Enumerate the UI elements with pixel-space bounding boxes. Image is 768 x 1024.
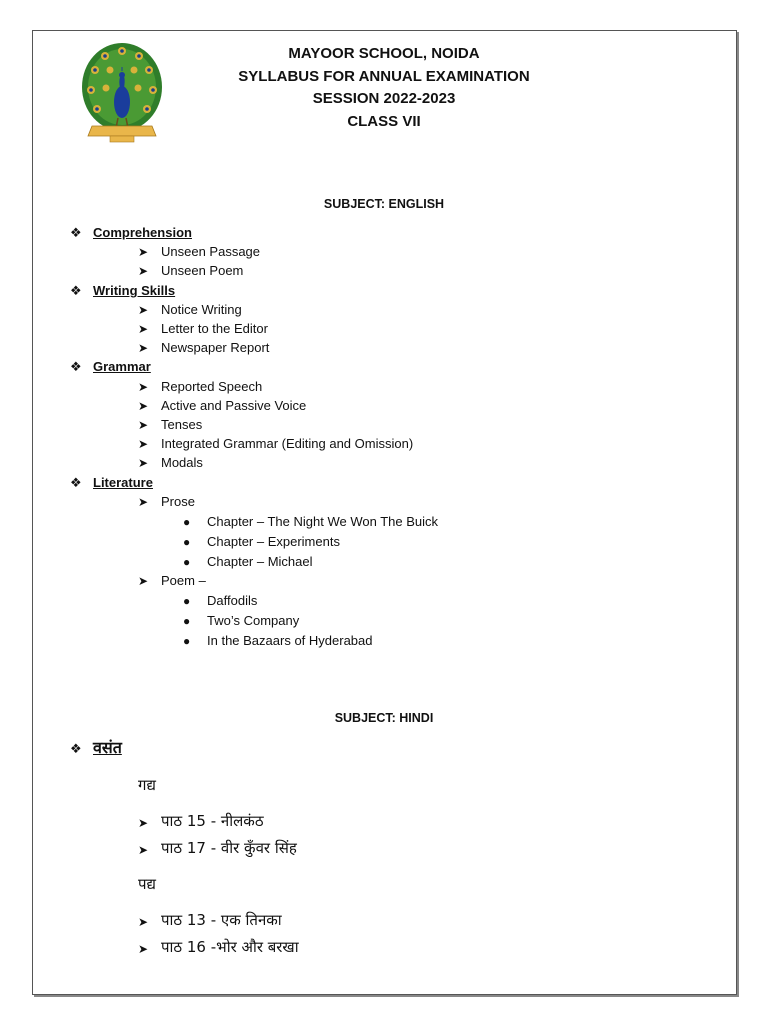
dot-bullet-icon: ● bbox=[183, 515, 191, 529]
school-name: MAYOOR SCHOOL, NOIDA bbox=[288, 45, 480, 62]
gadya-subheading: गद्य bbox=[138, 776, 156, 794]
section-title: वसंत bbox=[93, 738, 122, 757]
diamond-bullet-icon: ❖ bbox=[70, 742, 82, 757]
arrow-bullet-icon: ➤ bbox=[138, 843, 149, 857]
diamond-bullet-icon: ❖ bbox=[70, 475, 82, 490]
arrow-bullet-icon: ➤ bbox=[138, 574, 149, 588]
arrow-bullet-icon: ➤ bbox=[138, 245, 149, 259]
session-label: SESSION 2022-2023 bbox=[312, 90, 456, 107]
arrow-bullet-icon: ➤ bbox=[138, 456, 149, 470]
arrow-bullet-icon: ➤ bbox=[138, 495, 149, 509]
arrow-bullet-icon: ➤ bbox=[138, 341, 149, 355]
dot-bullet-icon: ● bbox=[183, 535, 191, 549]
arrow-bullet-icon: ➤ bbox=[138, 437, 149, 451]
syllabus-title: SYLLABUS FOR ANNUAL EXAMINATION bbox=[238, 67, 530, 85]
dot-bullet-icon: ● bbox=[183, 634, 191, 648]
arrow-bullet-icon: ➤ bbox=[138, 942, 149, 956]
arrow-bullet-icon: ➤ bbox=[138, 322, 149, 336]
document-header bbox=[100, 43, 668, 133]
section-title: Comprehension bbox=[93, 225, 192, 240]
dot-bullet-icon: ● bbox=[183, 555, 191, 569]
dot-bullet-icon: ● bbox=[183, 614, 191, 628]
padya-subheading: पद्य bbox=[138, 875, 156, 893]
diamond-bullet-icon: ❖ bbox=[70, 359, 82, 374]
diamond-bullet-icon: ❖ bbox=[70, 283, 82, 298]
hindi-subject-heading: SUBJECT: HINDI bbox=[334, 711, 434, 725]
section-title: Writing Skills bbox=[93, 283, 176, 298]
english-subject-heading: SUBJECT: ENGLISH bbox=[323, 197, 445, 211]
class-label: CLASS VII bbox=[347, 112, 421, 130]
arrow-bullet-icon: ➤ bbox=[138, 264, 149, 278]
arrow-bullet-icon: ➤ bbox=[138, 816, 149, 830]
section-title: Literature bbox=[93, 475, 153, 490]
arrow-bullet-icon: ➤ bbox=[138, 399, 149, 413]
dot-bullet-icon: ● bbox=[183, 594, 191, 608]
section-title: Grammar bbox=[93, 359, 151, 374]
arrow-bullet-icon: ➤ bbox=[138, 380, 149, 394]
arrow-bullet-icon: ➤ bbox=[138, 303, 149, 317]
arrow-bullet-icon: ➤ bbox=[138, 418, 149, 432]
arrow-bullet-icon: ➤ bbox=[138, 915, 149, 929]
diamond-bullet-icon: ❖ bbox=[70, 225, 82, 240]
